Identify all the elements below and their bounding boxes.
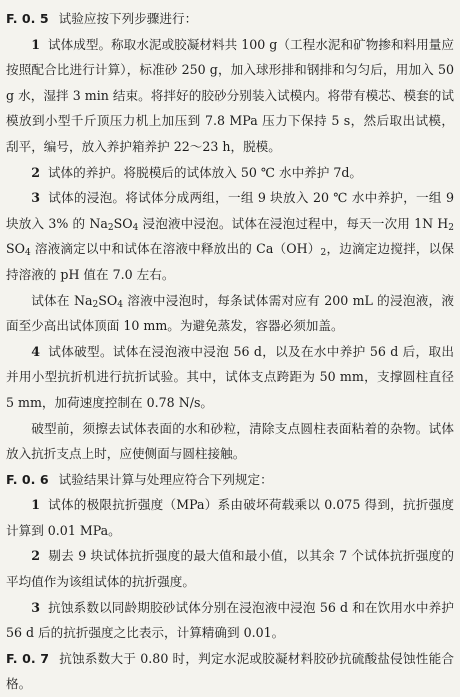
item-text-part: ，边滴定边搅拌，以保持溶液的 pH 值在 7.0 左右。 bbox=[6, 241, 455, 282]
item-f05-1 bbox=[6, 32, 454, 160]
item-f05-3 bbox=[6, 185, 454, 287]
item-text-part: SO bbox=[6, 241, 25, 257]
clause-f06 bbox=[6, 467, 454, 493]
subscript: 4 bbox=[132, 222, 139, 233]
clause-number: F. 0. 6 bbox=[6, 471, 49, 487]
item-text-part: 溶液滴定以中和试体在溶液中释放出的 Ca（OH） bbox=[30, 241, 321, 257]
item-text: 剔去 9 块试体抗折强度的最大值和最小值，以其余 7 个试体抗折强度的平均值作为该组试体的抗折强度。 bbox=[6, 548, 454, 590]
item-number: 4 bbox=[31, 343, 40, 359]
subscript: 2 bbox=[92, 299, 99, 310]
item-number: 2 bbox=[31, 164, 40, 180]
item-text: 试体的极限抗折强度（MPa）系由破坏荷载乘以 0.075 得到，抗折强度计算到 0.01 MPa。 bbox=[6, 497, 454, 538]
item-f06-1 bbox=[6, 492, 454, 543]
item-f06-2 bbox=[6, 543, 454, 594]
item-text: 破型前，须擦去试体表面的水和砂粒，清除支点圆柱表面粘着的杂物。试体放入抗折支点上时，应使侧面与圆柱接触。 bbox=[6, 420, 454, 462]
item-text: 试体成型。称取水泥或胶凝材料共 100 g（工程水泥和矿物掺和料用量应按照配合比进行计算），标准砂 250 g，加入球形排和钢排和匀匀后，用加入 50 g 水，湿拌 3 min 结束。将拌好的胶砂分别装入试模内。将带有模芯、模套的试模放到小型千斤顶压力机上加压到 7.8 MPa 压力下保持 5 s，然后取出试模，刮平，编号，放入养护箱养护 22～23 h，脱模。 bbox=[6, 36, 454, 154]
clause-f05 bbox=[6, 6, 454, 32]
item-number: 1 bbox=[31, 497, 40, 513]
item-text: 试体的养护。将脱模后的试体放入 50 ℃ 水中养护 7d。 bbox=[47, 164, 363, 180]
item-number: 1 bbox=[31, 36, 40, 52]
item-text-part: 试体在 Na bbox=[31, 292, 93, 308]
subscript: 4 bbox=[117, 299, 123, 310]
item-f05-4-continued bbox=[6, 416, 454, 467]
item-text-part: 浸泡液中浸泡。试体在浸泡过程中，每天一次用 1N H bbox=[138, 215, 449, 231]
clause-text: 试验结果计算与处理应符合下列规定： bbox=[58, 471, 273, 487]
subscript: 4 bbox=[24, 248, 31, 259]
item-text-part: SO bbox=[113, 215, 133, 231]
item-text-part: SO bbox=[98, 292, 118, 308]
item-text: 试体破型。试体在浸泡液中浸泡 56 d，以及在水中养护 56 d 后，取出并用小型抗折机进行抗折试验。其中，试体支点跨距为 50 mm，支撑圆柱直径 5 mm，加荷速度控制在 0.78 N/s。 bbox=[6, 343, 454, 410]
item-number: 3 bbox=[31, 190, 40, 206]
item-f05-4 bbox=[6, 339, 454, 416]
item-number: 3 bbox=[31, 599, 40, 615]
item-f05-3-continued bbox=[6, 288, 454, 339]
item-number: 2 bbox=[31, 548, 40, 564]
subscript: 2 bbox=[107, 222, 114, 233]
item-f06-3 bbox=[6, 595, 454, 646]
item-text-part: 试体的浸泡。将试体分成两组，一组 9 块放入 20 ℃ 水中养护，一组 9 块放入 3% 的 Na bbox=[6, 190, 454, 231]
clause-text: 试验应按下列步骤进行： bbox=[58, 11, 198, 26]
clause-f07 bbox=[6, 646, 454, 697]
clause-number: F. 0. 5 bbox=[6, 11, 49, 26]
clause-text: 抗蚀系数大于 0.80 时，判定水泥或胶凝材料胶砂抗硫酸盐侵蚀性能合格。 bbox=[6, 650, 454, 692]
item-text-part: 溶液中浸泡时，每条试体需对应有 200 mL 的浸泡液，液面至少高出试体顶面 10 mm。为避免蒸发，容器必须加盖。 bbox=[6, 292, 455, 334]
subscript: 2 bbox=[448, 222, 454, 233]
item-f05-2 bbox=[6, 160, 454, 186]
clause-number: F. 0. 7 bbox=[6, 650, 50, 666]
item-text: 抗蚀系数以同龄期胶砂试体分别在浸泡液中浸泡 56 d 和在饮用水中养护 56 d 后的抗折强度之比表示，计算精确到 0.01。 bbox=[6, 599, 454, 641]
subscript: 2 bbox=[320, 248, 327, 259]
